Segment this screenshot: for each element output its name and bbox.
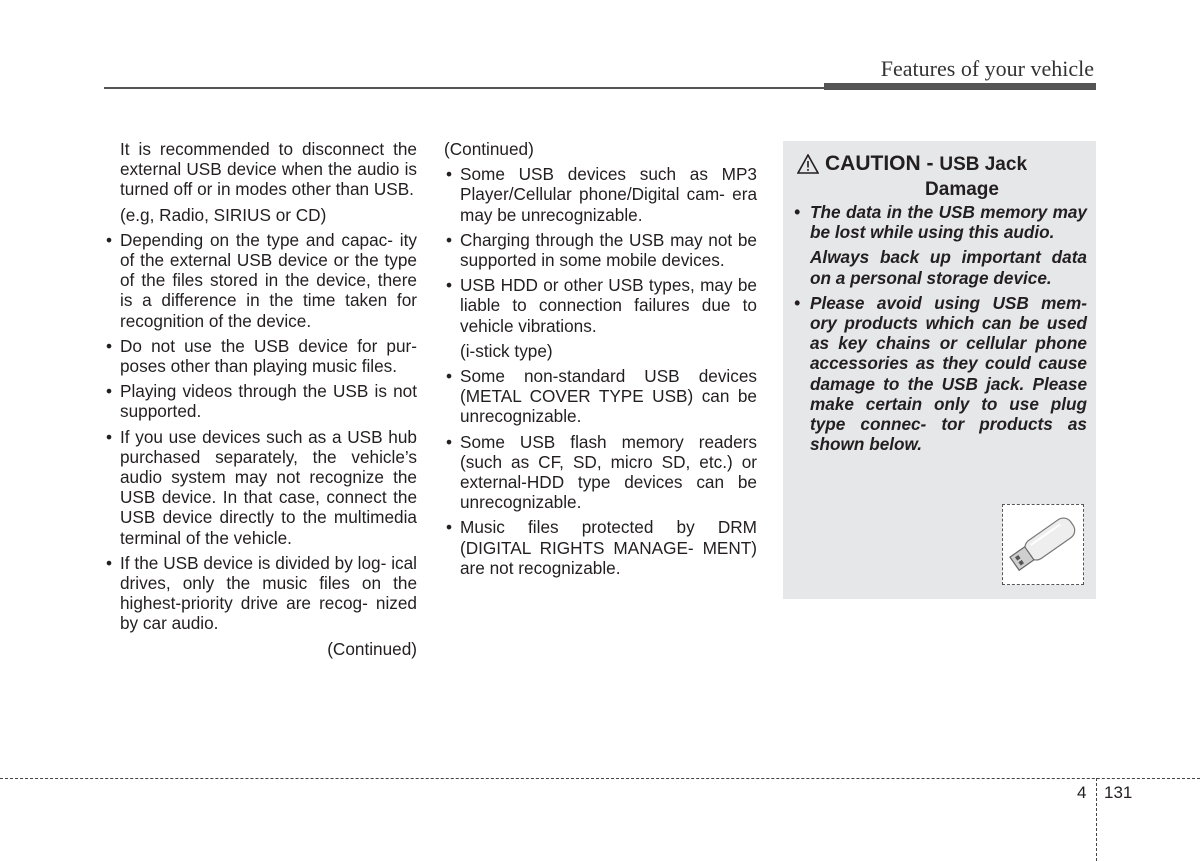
- list-item: • Please avoid using USB mem- ory products which can be used as key chains or cellular phone accessories as they could cause damage to the USB jack. Please make certain only to use plug type connec- tor products as shown below.: [794, 292, 1087, 455]
- caution-heading: [797, 153, 1087, 201]
- caution-body: [793, 202, 1087, 459]
- header-rule-accent: [824, 83, 1096, 90]
- list-item: • Charging through the USB may not be supported in some mobile devices.: [446, 229, 757, 271]
- continued-label: (Continued): [444, 139, 534, 159]
- column-left: [104, 139, 417, 659]
- footer-divider: [0, 778, 1200, 779]
- list-item: • USB HDD or other USB types, may be liable to connection failures due to vehicle vibrations.: [446, 275, 757, 336]
- list-item: • Some USB flash memory readers (such as CF, SD, micro SD, etc.) or external-HDD type devices can be unrecognizable.: [446, 431, 757, 513]
- list-item: • Do not use the USB device for pur- poses other than playing music files.: [106, 335, 417, 377]
- caution-subject: USB Jack: [939, 154, 1028, 175]
- istick-note: (i-stick type): [460, 340, 553, 361]
- column-middle: [444, 139, 757, 583]
- footer-vertical-divider: [1096, 778, 1097, 861]
- caution-label: CAUTION -: [825, 152, 934, 175]
- usb-drive-illustration: [1002, 504, 1084, 585]
- intro-paragraph: It is recommended to disconnect the external USB device when the audio is turned off or in modes other than USB.: [120, 139, 417, 200]
- example-text: (e.g, Radio, SIRIUS or CD): [120, 204, 327, 225]
- usb-drive-icon: [1003, 505, 1083, 584]
- caution-subject-line2: Damage: [925, 179, 999, 200]
- list-item: • Some USB devices such as MP3 Player/Cellular phone/Digital cam- era may be unrecognizable.: [446, 164, 757, 225]
- list-item: • The data in the USB memory may be lost while using this audio.: [794, 202, 1087, 243]
- continued-label: (Continued): [327, 638, 417, 659]
- list-item: • If you use devices such as a USB hub purchased separately, the vehicle’s audio system may not recognize the USB device. In that case, connect the USB device directly to the multimedia terminal of the vehicle.: [106, 426, 417, 548]
- page-number: 131: [1104, 783, 1133, 802]
- list-item: • Some non-standard USB devices (METAL COVER TYPE USB) can be unrecognizable.: [446, 366, 757, 427]
- list-item: • Playing videos through the USB is not supported.: [106, 381, 417, 422]
- list-item: • Depending on the type and capac- ity of the external USB device or the type of the files stored in the device, there is a difference in the time taken for recognition of the device.: [106, 229, 417, 331]
- warning-triangle-icon: [797, 154, 819, 179]
- list-item: • If the USB device is divided by log- ical drives, only the music files on the highest-priority drive are recog- nized by car audio.: [106, 552, 417, 634]
- chapter-number: 4: [1077, 783, 1087, 802]
- page-header-title: Features of your vehicle: [880, 56, 1094, 81]
- caution-backup-note: Always back up important data on a personal storage device.: [810, 247, 1087, 288]
- list-item: • Music files protected by DRM (DIGITAL RIGHTS MANAGE- MENT) are not recognizable.: [446, 517, 757, 578]
- caution-box: [783, 141, 1096, 599]
